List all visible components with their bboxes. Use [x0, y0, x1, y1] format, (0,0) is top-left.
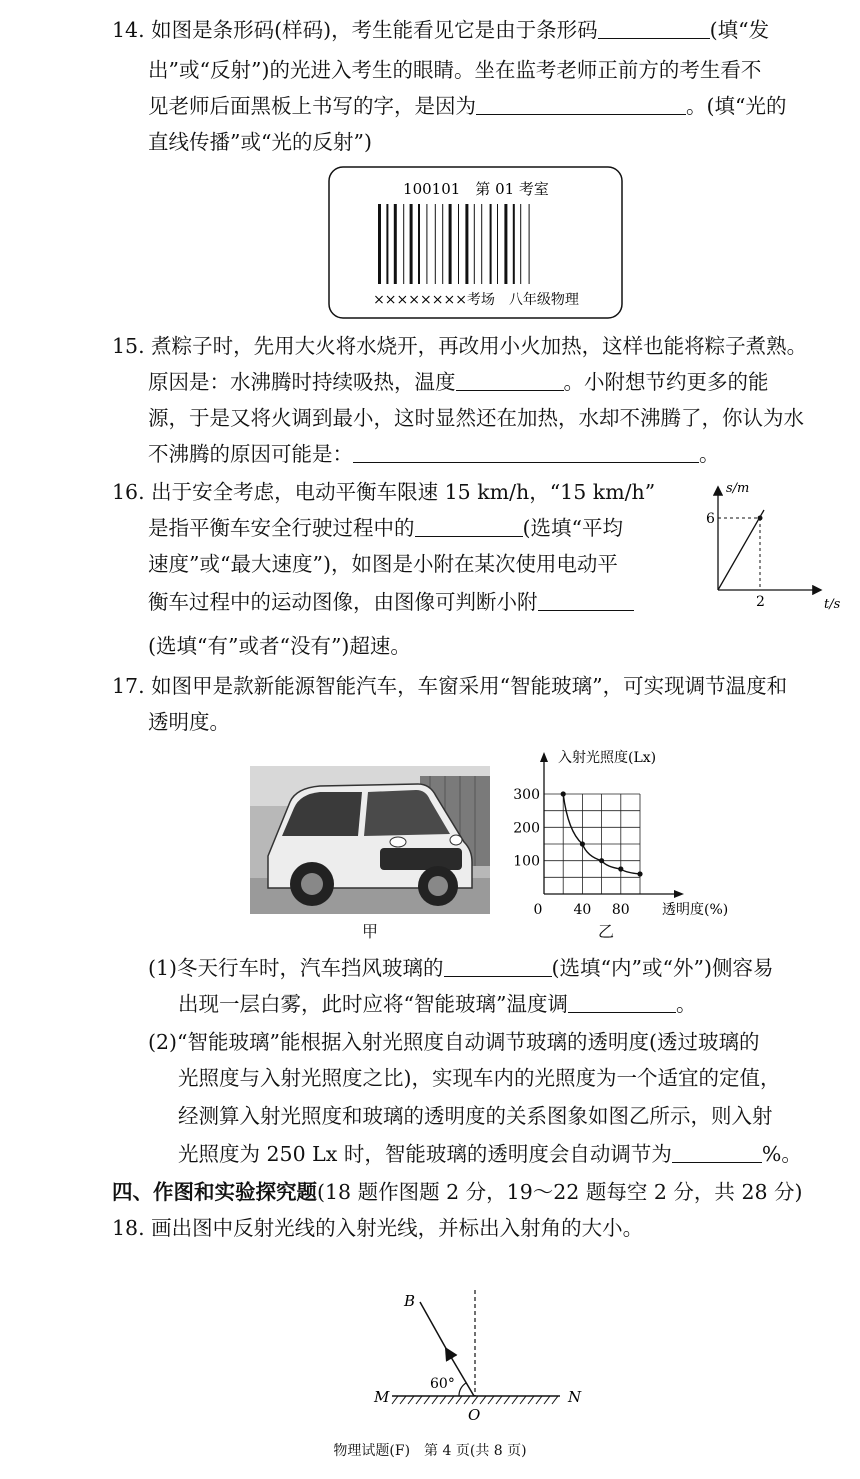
barcode-bar: [378, 204, 381, 284]
q17-text: 。: [675, 992, 697, 1016]
st-point: [758, 516, 763, 521]
hatch-mark: [456, 1396, 462, 1404]
label-n: N: [568, 1388, 582, 1406]
st-line: [718, 510, 764, 590]
hatch-mark: [392, 1396, 398, 1404]
q14-line-1: [112, 16, 769, 44]
chart-point: [599, 858, 604, 863]
chart-grid: [544, 794, 640, 894]
q15-text: 原因是：水沸腾时持续吸热，温度: [148, 370, 456, 394]
chart-point: [580, 841, 585, 846]
q16-line-4: [148, 588, 634, 616]
q17-p2-line-1: (2)“智能玻璃”能根据入射光照度自动调节玻璃的透明度(透过玻璃的: [148, 1030, 760, 1054]
hatch-mark: [408, 1396, 414, 1404]
section-4-note: (18 题作图题 2 分，19～22 题每空 2 分，共 28 分): [317, 1180, 803, 1204]
q18-line-1: 18. 画出图中反射光线的入射光线，并标出入射角的大小。: [112, 1216, 644, 1240]
q14-text: 。(填“光的: [686, 94, 787, 118]
hatch-mark: [464, 1396, 470, 1404]
hatch-mark: [544, 1396, 550, 1404]
hatch-mark: [512, 1396, 518, 1404]
q16-line-5: (选填“有”或者“没有”)超速。: [148, 634, 411, 658]
st-ytick: 6: [706, 511, 715, 527]
illuminance-chart: [508, 744, 778, 924]
barcode-bar: [474, 204, 475, 284]
q15-line-2: [148, 368, 769, 396]
hatch-mark: [496, 1396, 502, 1404]
q16-line-2: [148, 514, 623, 542]
q17-p2-line-3: 经测算入射光照度和玻璃的透明度的关系图象如图乙所示，则入射: [178, 1104, 773, 1128]
q15-blank-1[interactable]: [456, 370, 564, 391]
q15-line-3: 源，于是又将火调到最小，这时显然还在加热，水却不沸腾了，你认为水: [148, 406, 804, 430]
q15-text: 。: [699, 442, 720, 466]
angle-arc: [459, 1383, 466, 1396]
q14-text: 见老师后面黑板上书写的字，是因为: [148, 94, 476, 118]
q16-line-3: 速度”或“最大速度”)，如图是小附在某次使用电动平: [148, 552, 618, 576]
car-photo: [250, 766, 490, 914]
barcode-bar: [410, 204, 413, 284]
q17-text: 出现一层白雾，此时应将“智能玻璃”温度调: [178, 992, 568, 1016]
q17-line-1: 17. 如图甲是款新能源智能汽车，车窗采用“智能玻璃”，可实现调节温度和: [112, 674, 788, 698]
q14-blank-1[interactable]: [598, 18, 710, 39]
hatch-mark: [416, 1396, 422, 1404]
label-o: O: [468, 1406, 481, 1424]
chart-axes: [540, 752, 684, 898]
chart-x-tick-label: 40: [573, 902, 592, 918]
section-4-heading: [112, 1178, 803, 1206]
barcode-bar: [520, 204, 521, 284]
hatch-mark: [400, 1396, 406, 1404]
barcode-bar: [497, 204, 498, 284]
q16-blank-2[interactable]: [538, 590, 634, 611]
hatch-mark: [552, 1396, 558, 1404]
barcode-bar: [435, 204, 436, 284]
mirror-hatching: [392, 1396, 558, 1404]
q14-line-3: [148, 92, 786, 120]
q14-blank-2[interactable]: [476, 94, 686, 115]
chart-y-tick-label: 200: [513, 820, 540, 837]
barcode-figure: [328, 166, 624, 320]
st-ylabel: s/m: [726, 481, 750, 496]
st-xtick: 2: [756, 594, 765, 610]
barcode-bar: [449, 204, 452, 284]
caption-yi: 乙: [598, 922, 615, 941]
label-b: B: [404, 1292, 416, 1310]
q17-blank-1[interactable]: [444, 956, 552, 977]
barcode-bar: [481, 204, 482, 284]
barcode-bottom-label: ××××××××考场 八年级物理: [373, 292, 579, 308]
q17-p2-line-4: [178, 1140, 802, 1168]
q15-line-4: [148, 440, 720, 468]
label-angle: 60°: [430, 1376, 455, 1392]
q14-line-2: 出”或“反射”)的光进入考生的眼睛。坐在监考老师正前方的考生看不: [148, 58, 762, 82]
barcode-bar: [386, 204, 388, 284]
q17-p2-line-2: 光照度与入射光照度之比)，实现车内的光照度为一个适宜的定值，: [178, 1066, 781, 1090]
hatch-mark: [488, 1396, 494, 1404]
barcode-bar: [442, 204, 443, 284]
chart-x-arrow: [674, 890, 684, 898]
barcode-bar: [490, 204, 492, 284]
page-footer: 物理试题(F) 第 4 页(共 8 页): [333, 1443, 527, 1459]
q17-text: (1)冬天行车时，汽车挡风玻璃的: [148, 956, 444, 980]
barcode-bar: [458, 204, 459, 284]
label-m: M: [374, 1388, 390, 1406]
q16-line-1: 16. 出于安全考虑，电动平衡车限速 15 km/h，“15 km/h”: [112, 480, 656, 504]
section-4-title: 四、作图和实验探究题: [112, 1180, 317, 1204]
q16-text: 衡车过程中的运动图像，由图像可判断小附: [148, 590, 538, 614]
barcode-bar: [403, 204, 404, 284]
chart-xlabel: 透明度(%): [662, 902, 729, 918]
barcode-bar: [394, 204, 397, 284]
q15-line-1: 15. 煮粽子时，先用大火将水烧开，再改用小火加热，这样也能将粽子煮熟。: [112, 334, 808, 358]
q16-text: (选填“平均: [522, 516, 623, 540]
chart-point: [561, 791, 566, 796]
reflection-diagram: [362, 1286, 592, 1426]
hatch-mark: [440, 1396, 446, 1404]
hatch-mark: [520, 1396, 526, 1404]
chart-y-tick-label: 300: [513, 787, 540, 803]
q17-text: (选填“内”或“外”)侧容易: [551, 956, 774, 980]
barcode-bar: [418, 204, 420, 284]
chart-x-tick-label: 0: [533, 902, 543, 918]
q15-text: 。小附想节约更多的能: [563, 370, 769, 394]
hatch-mark: [480, 1396, 486, 1404]
reflected-ray: [420, 1302, 448, 1352]
q16-text: 是指平衡车安全行驶过程中的: [148, 516, 415, 540]
barcode-bar: [529, 204, 530, 284]
q14-text: (填“发: [709, 18, 770, 42]
q17-p1-line-2: [178, 990, 696, 1018]
caption-jia: 甲: [362, 922, 379, 941]
chart-ylabel: 入射光照度(Lx): [558, 750, 657, 766]
chart-y-arrow: [540, 752, 548, 762]
hatch-mark: [504, 1396, 510, 1404]
q15-text: 不沸腾的原因可能是：: [148, 442, 353, 466]
q17-blank-3[interactable]: [672, 1142, 762, 1163]
q14-text: 14. 如图是条形码(样码)，考生能看见它是由于条形码: [112, 18, 598, 42]
barcode-bar: [504, 204, 507, 284]
st-xlabel: t/s: [824, 597, 841, 612]
q17-blank-2[interactable]: [568, 992, 676, 1013]
hatch-mark: [424, 1396, 430, 1404]
q15-blank-2[interactable]: [353, 442, 699, 463]
q14-line-4: 直线传播”或“光的反射”): [148, 130, 372, 154]
chart-ticks: [513, 787, 629, 918]
barcode-bar: [426, 204, 427, 284]
barcode-bar: [513, 204, 515, 284]
q17-p1-line-1: [148, 954, 773, 982]
hatch-mark: [472, 1396, 478, 1404]
chart-y-tick-label: 100: [513, 853, 540, 870]
chart-x-tick-label: 80: [611, 902, 630, 918]
st-graph: [700, 478, 850, 618]
chart-point: [637, 871, 642, 876]
q17-text: 光照度为 250 Lx 时，智能玻璃的透明度会自动调节为: [178, 1142, 672, 1166]
chart-point: [618, 866, 623, 871]
q17-line-2: 透明度。: [148, 710, 230, 734]
q16-blank-1[interactable]: [415, 516, 523, 537]
q17-text: %。: [761, 1142, 802, 1166]
hatch-mark: [432, 1396, 438, 1404]
hatch-mark: [536, 1396, 542, 1404]
barcode-top-label: 100101 第 01 考室: [403, 180, 549, 198]
barcode-bar: [465, 204, 468, 284]
hatch-mark: [528, 1396, 534, 1404]
hatch-mark: [448, 1396, 454, 1404]
